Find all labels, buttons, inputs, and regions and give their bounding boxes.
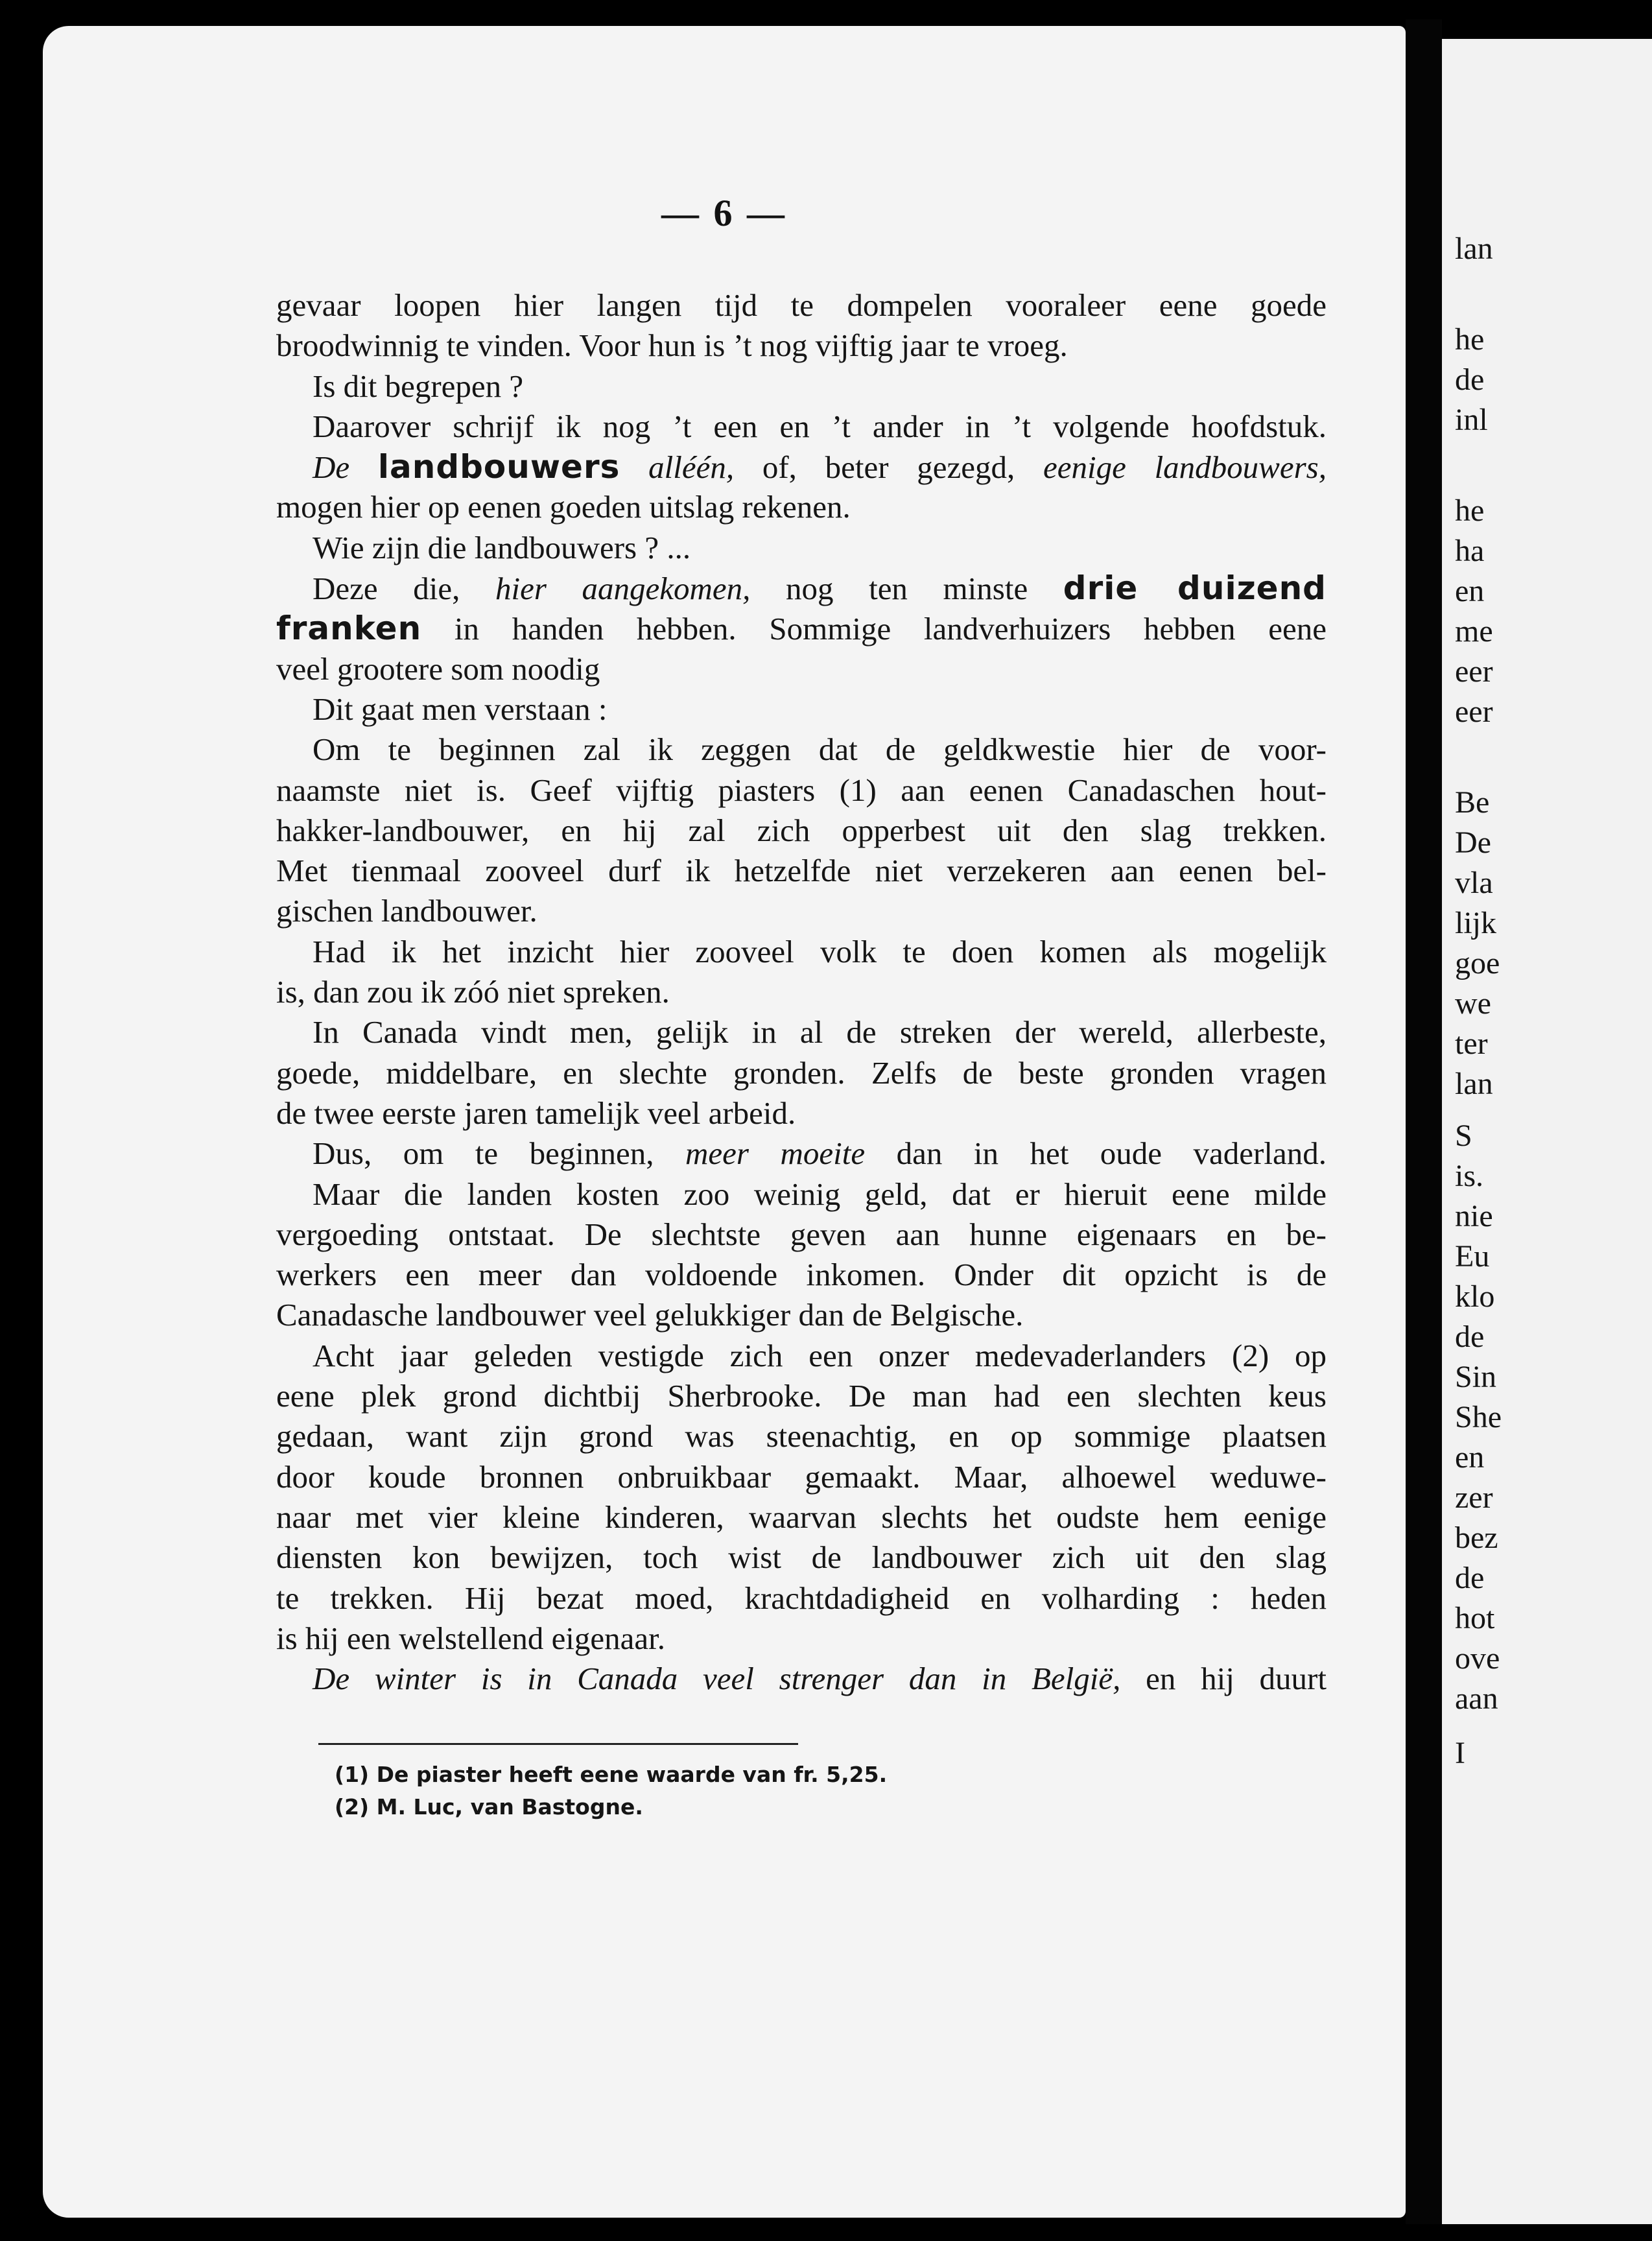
text-line [276, 568, 1327, 608]
facing-page-fragment: de [1455, 1561, 1485, 1595]
facing-page-fragment: aan [1455, 1681, 1498, 1716]
text-line: gedaan, want zijn grond was steenachtig, en op sommige plaatsen [276, 1418, 1327, 1454]
facing-page-fragment: nie [1455, 1199, 1493, 1233]
text-line: Is dit begrepen ? [313, 368, 524, 404]
facing-page-fragment: ha [1455, 534, 1485, 568]
italic-phrase: meer moeite [685, 1135, 866, 1172]
facing-page-fragment: Eu [1455, 1239, 1490, 1274]
text-run: dan in het oude vaderland. [865, 1135, 1327, 1172]
italic-phrase: De winter is in Canada veel strenger dan in België, [313, 1661, 1121, 1697]
facing-page-fragment: I [1455, 1736, 1465, 1770]
text-line: hakker-landbouwer, en hij zal zich opperbest uit den slag trekken. [276, 812, 1327, 848]
text-line: Had ik het inzicht hier zooveel volk te doen komen als mogelijk [313, 933, 1327, 969]
bold-phrase: landbouwers [377, 448, 620, 486]
facing-page-fragment: goe [1455, 946, 1500, 980]
footnote-rule [318, 1743, 798, 1745]
text-line [276, 447, 1327, 487]
text-line: Canadasche landbouwer veel gelukkiger dan de Belgische. [276, 1297, 1024, 1333]
facing-page-fragment: S [1455, 1119, 1472, 1153]
facing-page-fragment: Sin [1455, 1360, 1497, 1394]
bold-phrase: franken [276, 610, 422, 648]
facing-page-fragment: She [1455, 1400, 1502, 1434]
text-line: Dit gaat men verstaan : [313, 691, 608, 727]
facing-page-fragment: he [1455, 322, 1485, 357]
book-gutter [1406, 19, 1442, 2224]
text-line: naar met vier kleine kinderen, waarvan slechts het oudste hem eenige [276, 1499, 1327, 1535]
footnote-1: (1) De piaster heeft eene waarde van fr. 5,25. [335, 1762, 888, 1787]
facing-page-fragment: is. [1455, 1159, 1484, 1193]
italic-phrase: De [313, 449, 378, 486]
text-line: Om te beginnen zal ik zeggen dat de geldkwestie hier de voor- [313, 731, 1327, 768]
text-run: Deze die, [313, 571, 495, 607]
page-number: — 6 — [661, 192, 787, 234]
facing-page-fragment: en [1455, 574, 1485, 608]
facing-page [1442, 39, 1652, 2224]
body-text [276, 285, 1327, 1699]
text-line: vergoeding ontstaat. De slechtste geven aan hunne eigenaars en be- [276, 1216, 1327, 1252]
text-line [276, 1133, 1327, 1174]
footnotes [335, 1759, 1113, 1823]
facing-page-fragment: eer [1455, 654, 1493, 689]
facing-page-fragment: en [1455, 1440, 1485, 1475]
facing-page-fragment: hot [1455, 1601, 1495, 1635]
text-line: door koude bronnen onbruikbaar gemaakt. Maar, alhoewel weduwe- [276, 1458, 1327, 1495]
text-line: Acht jaar geleden vestigde zich een onzer medevaderlanders (2) op [313, 1337, 1327, 1373]
facing-page-fragment: lan [1455, 231, 1493, 266]
text-line: Met tienmaal zooveel durf ik hetzelfde niet verzekeren aan eenen bel- [276, 853, 1327, 889]
facing-page-fragment: de [1455, 362, 1485, 397]
text-line: veel grootere som noodig [276, 650, 600, 687]
facing-page-fragment: ove [1455, 1641, 1500, 1676]
text-line [276, 608, 1327, 648]
facing-page-fragment: klo [1455, 1279, 1495, 1314]
scanned-page [43, 26, 1406, 2218]
facing-page-fragment: me [1455, 614, 1493, 648]
text-line: diensten kon bewijzen, toch wist de landbouwer zich uit den slag [276, 1539, 1327, 1576]
text-line: is, dan zou ik zóó niet spreken. [276, 974, 670, 1010]
text-line: de twee eerste jaren tamelijk veel arbeid. [276, 1095, 796, 1131]
facing-page-fragment: we [1455, 986, 1491, 1021]
text-line: eene plek grond dichtbij Sherbrooke. De man had een slechten keus [276, 1378, 1327, 1414]
facing-page-fragment: vla [1455, 866, 1493, 900]
text-line: mogen hier op eenen goeden uitslag rekenen. [276, 489, 851, 525]
italic-phrase: hier aangekomen, [495, 571, 751, 607]
text-line: In Canada vindt men, gelijk in al de streken der wereld, allerbeste, [313, 1014, 1327, 1050]
text-run: en hij duurt [1120, 1661, 1327, 1697]
text-line: Wie zijn die landbouwers ? ... [313, 529, 691, 565]
text-line: naamste niet is. Geef vijftig piasters (1) aan eenen Canadaschen hout- [276, 772, 1327, 808]
bold-phrase: drie duizend [1063, 569, 1327, 608]
facing-page-fragment: zer [1455, 1480, 1493, 1515]
text-run: of, beter gezegd, [734, 449, 1043, 486]
text-line: is hij een welstellend eigenaar. [276, 1620, 666, 1656]
text-line: gevaar loopen hier langen tijd te dompelen vooraleer eene goede [276, 287, 1327, 323]
facing-page-fragment: de [1455, 1320, 1485, 1354]
text-line: Daarover schrijf ik nog ’t een en ’t ander in ’t volgende hoofdstuk. [313, 408, 1327, 444]
facing-page-fragment: lan [1455, 1067, 1493, 1101]
text-line: goede, middelbare, en slechte gronden. Zelfs de beste gronden vragen [276, 1054, 1327, 1091]
text-run: Dus, om te beginnen, [313, 1135, 686, 1172]
italic-phrase: eenige landbouwers, [1043, 449, 1327, 486]
text-line: werkers een meer dan voldoende inkomen. Onder dit opzicht is de [276, 1257, 1327, 1293]
text-run: nog ten minste [750, 571, 1063, 607]
text-line: broodwinnig te vinden. Voor hun is ’t nog vijftig jaar te vroeg. [276, 327, 1068, 364]
text-line: Maar die landen kosten zoo weinig geld, dat er hieruit eene milde [313, 1176, 1327, 1212]
facing-page-fragment: lijk [1455, 906, 1497, 940]
text-line [276, 1659, 1327, 1699]
facing-page-fragment: eer [1455, 694, 1493, 729]
facing-page-fragment: inl [1455, 403, 1488, 437]
text-line: gischen landbouwer. [276, 893, 537, 929]
text-run: in handen hebben. Sommige landverhuizers hebben eene [421, 611, 1327, 647]
text-line: te trekken. Hij bezat moed, krachtdadigheid en volharding : heden [276, 1580, 1327, 1616]
facing-page-fragment: Be [1455, 785, 1490, 820]
facing-page-fragment: ter [1455, 1026, 1488, 1061]
facing-page-fragment: De [1455, 825, 1491, 860]
facing-page-fragment: he [1455, 493, 1485, 528]
facing-page-fragment: bez [1455, 1521, 1498, 1555]
footnote-2: (2) M. Luc, van Bastogne. [335, 1794, 643, 1820]
italic-phrase: alléén, [620, 449, 735, 486]
